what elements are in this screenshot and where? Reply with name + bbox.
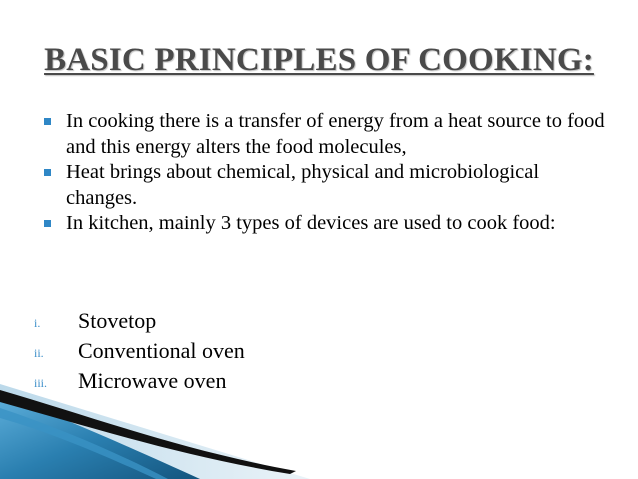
bullet-text: Heat brings about chemical, physical and microbiological changes. [66,161,540,209]
roman-numeral: iii. [34,376,48,390]
numbered-item [0,306,638,336]
numbered-item-text: Conventional oven [78,338,245,363]
bullet-text: In cooking there is a transfer of energy from a heat source to food and this energy alters the food molecules, [66,110,605,158]
roman-numeral: ii. [34,346,44,360]
bullet-list [44,109,614,237]
square-bullet-icon [44,169,51,176]
bullet-item [44,211,614,237]
square-bullet-icon [44,220,51,227]
slide-title: BASIC PRINCIPLES OF COOKING: [44,42,594,78]
numbered-item-text: Microwave oven [78,368,227,393]
bullet-item [44,160,614,211]
decorative-corner-swoosh [0,380,638,479]
numbered-item [0,336,638,366]
numbered-item-text: Stovetop [78,308,157,333]
bullet-item [44,109,614,160]
bullet-text: In kitchen, mainly 3 types of devices are used to cook food: [66,212,556,234]
roman-numeral: i. [34,316,41,330]
square-bullet-icon [44,118,51,125]
